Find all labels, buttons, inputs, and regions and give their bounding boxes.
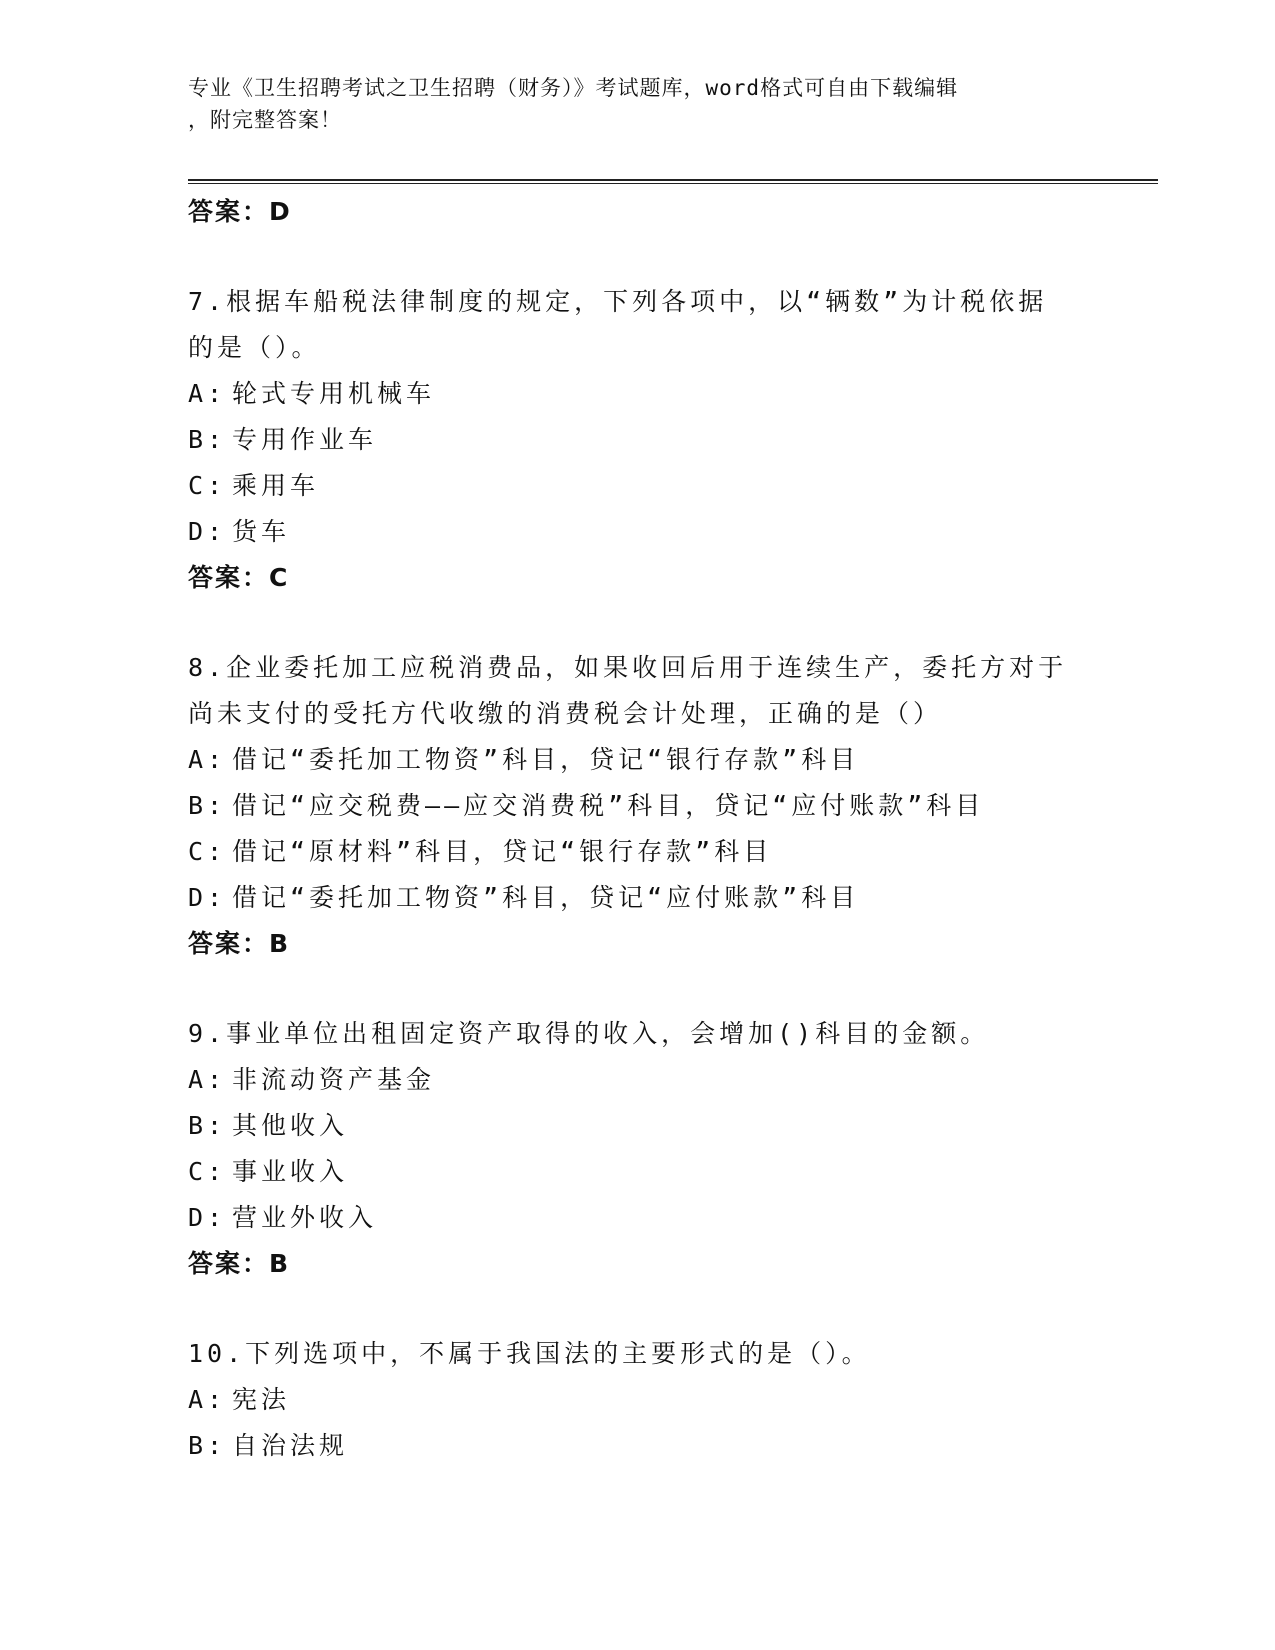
option-letter: A:	[188, 379, 227, 408]
option-text: 非流动资产基金	[232, 1065, 436, 1094]
question-stem-line: 9.事业单位出租固定资产取得的收入，会增加()科目的金额。	[188, 1019, 990, 1048]
question-stem-line: 8.企业委托加工应税消费品，如果收回后用于连续生产，委托方对于	[188, 653, 1068, 682]
option-d	[188, 1195, 1088, 1241]
option-text: 借记“委托加工物资”科目，贷记“银行存款”科目	[232, 745, 860, 774]
option-text: 借记“应交税费——应交消费税”科目，贷记“应付账款”科目	[232, 791, 985, 820]
option-text: 营业外收入	[232, 1203, 378, 1232]
header-line-2: ，附完整答案！	[188, 108, 342, 132]
option-letter: D:	[188, 1203, 227, 1232]
option-d	[188, 509, 1088, 555]
option-text: 货车	[232, 517, 291, 546]
option-text: 轮式专用机械车	[232, 379, 436, 408]
question-8	[188, 645, 1088, 967]
answer-line: 答案：B	[188, 1249, 291, 1278]
option-letter: B:	[188, 1111, 227, 1140]
option-text: 自治法规	[232, 1431, 349, 1460]
question-stem-line: 的是（）。	[188, 333, 321, 362]
option-a	[188, 1377, 1088, 1423]
question-list	[188, 189, 1088, 1469]
option-text: 借记“原材料”科目，贷记“银行存款”科目	[232, 837, 773, 866]
option-text: 专用作业车	[232, 425, 378, 454]
option-c	[188, 829, 1088, 875]
option-text: 其他收入	[232, 1111, 349, 1140]
option-c	[188, 1149, 1088, 1195]
document-header	[188, 72, 1088, 136]
option-letter: D:	[188, 883, 227, 912]
option-letter: B:	[188, 791, 227, 820]
option-letter: A:	[188, 745, 227, 774]
question-stem-line: 10.下列选项中，不属于我国法的主要形式的是（）。	[188, 1339, 871, 1368]
option-letter: A:	[188, 1065, 227, 1094]
option-text: 宪法	[232, 1385, 291, 1414]
option-letter: D:	[188, 517, 227, 546]
option-letter: B:	[188, 425, 227, 454]
answer-line: 答案：B	[188, 929, 291, 958]
option-a	[188, 737, 1088, 783]
option-c	[188, 463, 1088, 509]
option-letter: B:	[188, 1431, 227, 1460]
option-text: 事业收入	[232, 1157, 349, 1186]
option-letter: C:	[188, 837, 227, 866]
header-divider-thick	[188, 179, 1158, 181]
option-a	[188, 1057, 1088, 1103]
option-d	[188, 875, 1088, 921]
option-b	[188, 783, 1088, 829]
previous-answer: 答案：D	[188, 197, 292, 226]
option-letter: C:	[188, 1157, 227, 1186]
option-b	[188, 1103, 1088, 1149]
option-b	[188, 1423, 1088, 1469]
question-stem-line: 7.根据车船税法律制度的规定，下列各项中，以“辆数”为计税依据	[188, 287, 1048, 316]
question-7	[188, 279, 1088, 601]
option-text: 借记“委托加工物资”科目，贷记“应付账款”科目	[232, 883, 860, 912]
header-divider-thin	[188, 183, 1158, 184]
question-9	[188, 1011, 1088, 1287]
header-line-1: 专业《卫生招聘考试之卫生招聘（财务）》考试题库，word格式可自由下载编辑	[188, 76, 959, 100]
option-a	[188, 371, 1088, 417]
option-text: 乘用车	[232, 471, 320, 500]
question-stem-line: 尚未支付的受托方代收缴的消费税会计处理，正确的是（）	[188, 699, 943, 728]
option-letter: C:	[188, 471, 227, 500]
option-letter: A:	[188, 1385, 227, 1414]
option-b	[188, 417, 1088, 463]
question-10	[188, 1331, 1088, 1469]
answer-line: 答案：C	[188, 563, 290, 592]
